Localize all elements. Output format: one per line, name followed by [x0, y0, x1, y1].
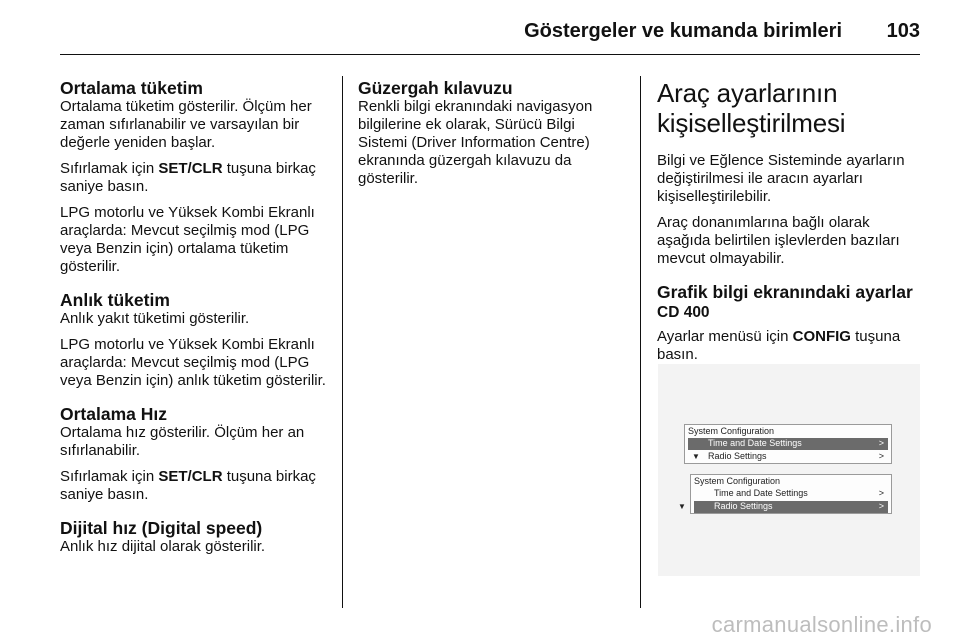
column-3 — [657, 78, 925, 372]
page-header — [60, 14, 920, 55]
paragraph: Renkli bilgi ekranındaki navigasyon bilgilerine ek olarak, Sürücü Bilgi Sistemi (Driver Information Centre) ekranında güzergah kılavuzu da gösterilir. — [358, 98, 593, 187]
column-2 — [358, 78, 628, 202]
section-heading: Anlık tüketim — [60, 290, 170, 310]
main-heading: Araç ayarlarının kişiselleştirilmesi — [657, 78, 846, 138]
chevron-right-icon: > — [878, 488, 884, 498]
column-1 — [60, 78, 335, 570]
paragraph: Bilgi ve Eğlence Sisteminde ayarların değiştirilmesi ile aracın ayarları kişiselleştirilebilir. — [657, 152, 905, 205]
paragraph: Anlık hız dijital olarak gösterilir. — [60, 538, 266, 555]
section-route-guidance — [358, 78, 628, 188]
section-heading: Dijital hız (Digital speed) — [60, 518, 263, 538]
key-label-config: CONFIG — [792, 328, 851, 345]
paragraph — [60, 160, 335, 196]
text: tuşuna birkaç saniye basın. — [60, 160, 316, 195]
paragraph — [657, 328, 925, 364]
text: Sıfırlamak için — [60, 160, 159, 177]
paragraph: Ortalama hız gösterilir. Ölçüm her an sıfırlanabilir. — [60, 424, 305, 459]
text: Sıfırlamak için — [60, 468, 159, 485]
section-average-speed — [60, 404, 335, 504]
chevron-right-icon: > — [878, 501, 884, 511]
paragraph: LPG motorlu ve Yüksek Kombi Ekranlı araçlarda: Mevcut seçilmiş mod (LPG veya Benzin için) anlık tüketim gösterilir. — [60, 336, 326, 389]
text: Ayarlar menüsü için — [657, 328, 793, 345]
text: tuşuna birkaç saniye basın. — [60, 468, 316, 503]
chevron-right-icon: > — [878, 438, 884, 448]
menu-item-time-date — [688, 438, 888, 450]
paragraph — [60, 468, 335, 504]
paragraph: LPG motorlu ve Yüksek Kombi Ekranlı araçlarda: Mevcut seçilmiş mod (LPG veya Benzin için) ortalama tüketim gösterilir. — [60, 204, 315, 275]
menu-item-label: Radio Settings — [708, 451, 767, 461]
arrow-down-icon: ▼ — [692, 452, 700, 461]
column-divider-2 — [640, 76, 641, 608]
section-digital-speed — [60, 518, 335, 556]
system-config-panel-2 — [678, 474, 892, 514]
section-heading: Güzergah kılavuzu — [358, 78, 513, 98]
section-heading: Ortalama Hız — [60, 404, 167, 424]
menu-item-label: Radio Settings — [714, 501, 773, 511]
chapter-title: Göstergeler ve kumanda birimleri — [524, 20, 842, 42]
page-number: 103 — [886, 20, 920, 42]
subheading: Grafik bilgi ekranındaki ayarlar — [657, 282, 913, 302]
menu-item-label: Time and Date Settings — [708, 438, 802, 448]
key-label-set-clr: SET/CLR — [158, 160, 223, 177]
model-heading: CD 400 — [657, 304, 710, 321]
section-instant-consumption — [60, 290, 335, 390]
watermark: carmanualsonline.info — [711, 612, 932, 637]
panel-title: System Configuration — [694, 476, 781, 486]
key-label-set-clr: SET/CLR — [158, 468, 223, 485]
section-average-consumption — [60, 78, 335, 276]
paragraph: Anlık yakıt tüketimi gösterilir. — [60, 310, 250, 327]
text: tuşuna basın. — [657, 328, 901, 363]
system-config-panel-1 — [684, 424, 892, 464]
display-illustration — [658, 364, 920, 576]
column-divider-1 — [342, 76, 343, 608]
menu-item-radio — [678, 501, 888, 513]
arrow-down-icon: ▼ — [678, 502, 686, 511]
paragraph: Araç donanımlarına bağlı olarak aşağıda belirtilen işlevlerden bazıları mevcut olmayabilir. — [657, 214, 900, 267]
menu-item-time-date — [694, 488, 888, 500]
paragraph: Ortalama tüketim gösterilir. Ölçüm her zaman sıfırlanabilir ve varsayılan bir değerle yeniden başlar. — [60, 98, 312, 151]
panel-title: System Configuration — [688, 426, 775, 436]
section-heading: Ortalama tüketim — [60, 78, 203, 98]
chevron-right-icon: > — [878, 451, 884, 461]
menu-item-label: Time and Date Settings — [714, 488, 808, 498]
menu-item-radio — [688, 451, 888, 463]
